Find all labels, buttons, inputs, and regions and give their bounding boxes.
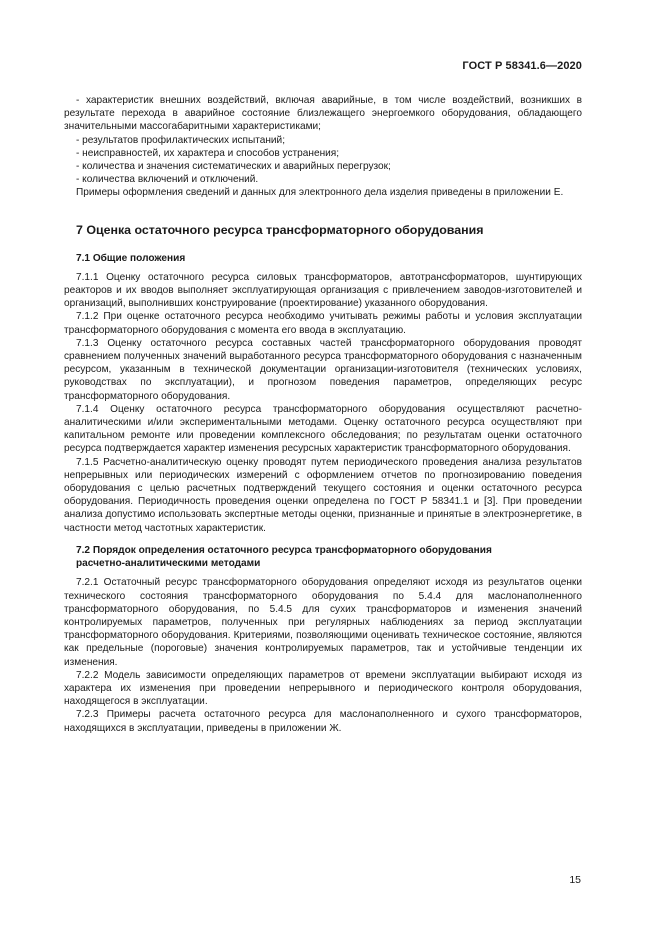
list-item: - характеристик внешних воздействий, включая аварийные, в том числе воздействий, возникших в результате перехода в аварийное состояние близлежащего энергоемкого оборудования, обладающего значительными массогабаритными характеристиками; <box>64 95 582 133</box>
subsection-heading-line: 7.2 Порядок определения остаточного ресурса трансформаторного оборудования <box>76 544 492 556</box>
paragraph: 7.2.3 Примеры расчета остаточного ресурса для маслонаполненного и сухого трансформаторов, находящихся в эксплуатации, приведены в приложении Ж. <box>64 709 582 734</box>
list-item: - количества и значения систематических и аварийных перегрузок; <box>76 161 391 173</box>
paragraph: Примеры оформления сведений и данных для электронного дела изделия приведены в приложении Е. <box>76 187 564 199</box>
paragraph: 7.1.2 При оценке остаточного ресурса необходимо учитывать режимы работы и условия эксплуатации трансформаторного оборудования с момента его ввода в эксплуатацию. <box>64 311 582 336</box>
subsection-heading: 7.1 Общие положения <box>76 252 186 264</box>
list-item: - результатов профилактических испытаний; <box>76 134 286 146</box>
paragraph: 7.1.4 Оценку остаточного ресурса трансформаторного оборудования осуществляют расчетно-аналитическими и/или экспериментальными методами. Оценку остаточного ресурса осуществляют при капитальном ремонте или проведении комплексного обследования; по результатам оценки остаточного ресурса подтверждается характер изменения ресурсных характеристик трансформаторного оборудования. <box>64 403 582 455</box>
list-item: - неисправностей, их характера и способов устранения; <box>76 147 340 159</box>
subsection-heading <box>76 544 582 570</box>
subsection-heading-line: расчетно-аналитическими методами <box>76 558 261 570</box>
paragraph: 7.1.1 Оценку остаточного ресурса силовых трансформаторов, автотрансформаторов, шунтирующих реакторов и их вводов выполняет эксплуатирующая организация с привлечением заводов-изготовителей и организаций, выполнивших конструирование (проектирование) указанного оборудования. <box>64 271 582 310</box>
paragraph: 7.1.3 Оценку остаточного ресурса составных частей трансформаторного оборудования проводят сравнением полученных значений выработанного ресурса трансформаторного оборудования с назначенным ресурсом, указанным в технической документации организации-изготовителя (технических условиях, руководствах по эксплуатации), и прогнозом поведения параметров, определяющих ресурс трансформаторного оборудования. <box>64 337 582 402</box>
page-number: 15 <box>569 874 581 886</box>
section-heading: 7 Оценка остаточного ресурса трансформаторного оборудования <box>76 222 484 237</box>
paragraph: 7.2.2 Модель зависимости определяющих параметров от времени эксплуатации выбирают исходя из характера их изменения при проведении непрерывного и периодического контроля оборудования, находящегося в эксплуатации. <box>64 669 582 708</box>
list-item: - количества включений и отключений. <box>76 174 259 186</box>
page-body <box>64 94 582 735</box>
document-id: ГОСТ Р 58341.6—2020 <box>462 60 582 72</box>
paragraph: 7.2.1 Остаточный ресурс трансформаторного оборудования определяют исходя из результатов оценки технического состояния трансформаторного оборудования по 5.4.4 для маслонаполненного трансформаторного оборудования, по 5.4.5 для сухих трансформаторов и изменения значений контролируемых параметров, полученных при регулярных наблюдениях за период эксплуатации трансформаторного оборудования. Критериями, позволяющими оценивать техническое состояние, являются как предельные (пороговые) значения контролируемых параметров, так и устойчивые тенденции их изменения. <box>64 577 582 668</box>
paragraph: 7.1.5 Расчетно-аналитическую оценку проводят путем периодического проведения анализа результатов непрерывных или периодических измерений с оформлением отчетов по прогнозированию поведения оборудования с целью расчетных подтверждений текущего состояния и оценки остаточного ресурса оборудования. Периодичность проведения оценки определена по ГОСТ Р 58341.1 и [3]. При проведении анализа допустимо использовать экспертные методы оценки, признанные и принятые в электроэнергетике, в частности метод частотных характеристик. <box>64 456 582 534</box>
